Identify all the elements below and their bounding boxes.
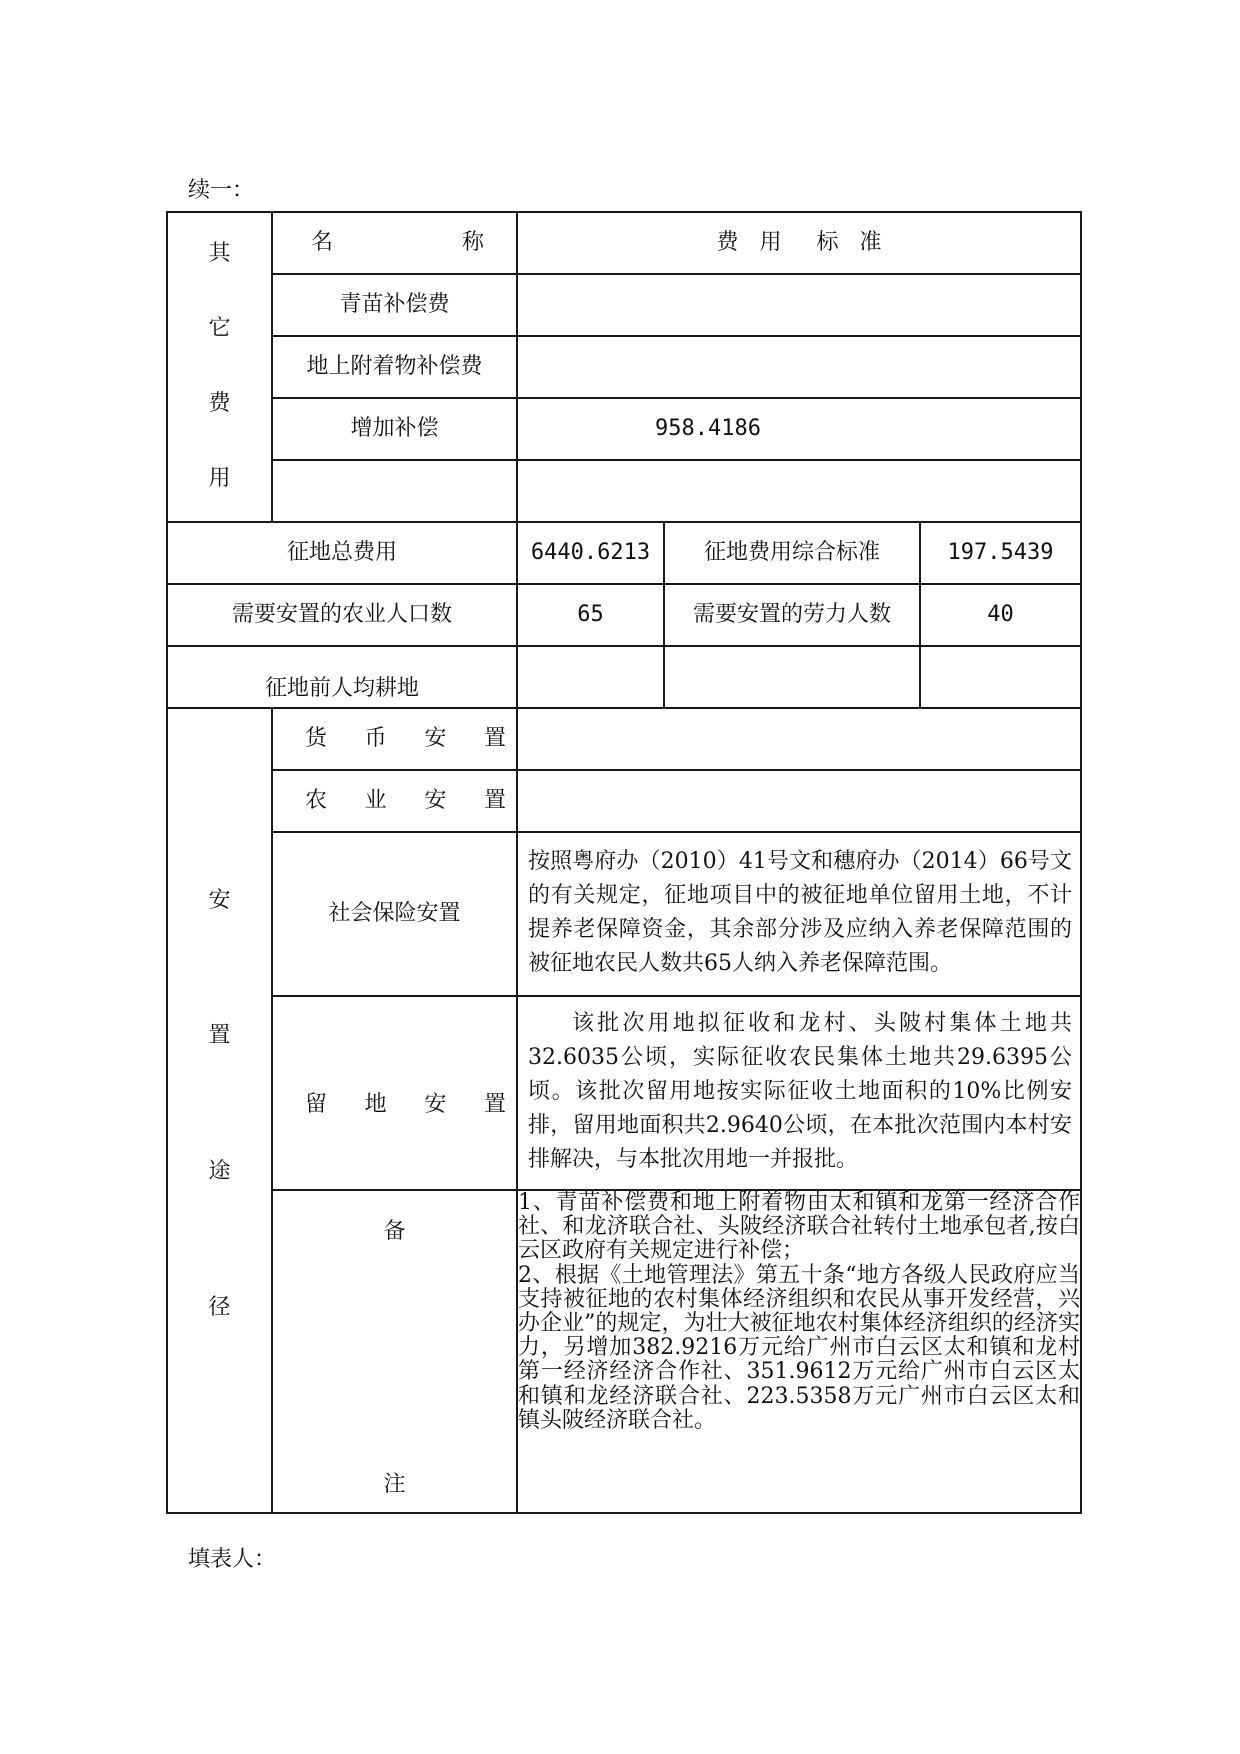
fee-row (167, 398, 1081, 460)
other-fees-section-label (167, 212, 272, 522)
label-char: 置 (483, 1091, 506, 1117)
column-header-standard (517, 212, 1081, 274)
fee-name: 青苗补偿费 (272, 274, 517, 336)
section-char: 用 (208, 466, 231, 492)
fee-standard (517, 336, 1081, 398)
remarks-row (167, 1190, 1081, 1513)
social-insurance-text: 按照粤府办（2010）41号文和穗府办（2014）66号文的有关规定，征地项目中的被征地单位留用土地，不计提养老保障资金，其余部分涉及应纳入养老保障范围的被征地农民人数共65人纳入养老保障范围。 (528, 849, 1073, 976)
column-header-name (272, 212, 517, 274)
remarks-line-2: 2、根据《土地管理法》第五十条“地方各级人民政府应当支持被征地的农村集体经济组织和农民从事开发经营，兴办企业”的规定，为壮大被征地农村集体经济组织的经济实力，另增加382.9216万元给广州市白云区太和镇和龙村第一经济经济合作社、351.9612万元给广州市白云区太和镇和龙经济联合社、223.5358万元广州市白云区太和镇头陂经济联合社。 (518, 1262, 1081, 1433)
total-fee-label: 征地总费用 (167, 522, 517, 584)
composite-standard-value: 197.5439 (920, 522, 1081, 584)
composite-standard-label: 征地费用综合标准 (664, 522, 920, 584)
section-char: 费 (208, 391, 231, 417)
agri-population-value: 65 (517, 584, 664, 646)
section-char: 径 (208, 1295, 231, 1321)
section-char: 它 (208, 316, 231, 342)
agricultural-resettlement-value (517, 770, 1081, 832)
section-char: 其 (208, 241, 231, 267)
resettlement-section-label (167, 708, 272, 1513)
section-char: 安 (208, 887, 231, 913)
farmland-extra-value (920, 646, 1081, 708)
fee-standard: 958.4186 (517, 398, 1081, 460)
total-fee-row (167, 522, 1081, 584)
continuation-caption: 续一： (188, 178, 255, 203)
label-char: 农 (305, 787, 328, 813)
header-char: 准 (859, 229, 882, 255)
agricultural-resettlement-row (167, 770, 1081, 832)
section-char: 备 (383, 1219, 406, 1244)
fee-row (167, 274, 1081, 336)
section-char: 途 (208, 1159, 231, 1185)
header-char: 名 (311, 229, 334, 255)
fee-name: 增加补偿 (272, 398, 517, 460)
remarks-section-label (272, 1190, 517, 1513)
reserved-land-label (272, 996, 517, 1190)
labor-count-value: 40 (920, 584, 1081, 646)
header-char: 费 (716, 229, 739, 255)
fee-name (272, 460, 517, 522)
labor-count-label: 需要安置的劳力人数 (664, 584, 920, 646)
label-char: 币 (364, 725, 387, 751)
social-insurance-text-cell (517, 832, 1081, 996)
other-fees-header-row (167, 212, 1081, 274)
farmland-row (167, 646, 1081, 708)
agri-population-label: 需要安置的农业人口数 (167, 584, 517, 646)
monetary-resettlement-row (167, 708, 1081, 770)
total-fee-value: 6440.6213 (517, 522, 664, 584)
remarks-content (517, 1190, 1081, 1513)
label-char: 安 (424, 787, 447, 813)
monetary-resettlement-value (517, 708, 1081, 770)
header-char: 用 (759, 229, 782, 255)
monetary-resettlement-label (272, 708, 517, 770)
farmland-extra-label (664, 646, 920, 708)
population-row (167, 584, 1081, 646)
label-char: 置 (483, 725, 506, 751)
social-insurance-label: 社会保险安置 (272, 832, 517, 996)
remarks-line-1: 1、青苗补偿费和地上附着物由太和镇和龙第一经济合作社、和龙济联合社、头陂经济联合社转付土地承包者,按白云区政府有关规定进行补偿； (518, 1190, 1081, 1264)
label-char: 安 (424, 725, 447, 751)
fee-row (167, 336, 1081, 398)
reserved-land-row (167, 996, 1081, 1190)
label-char: 安 (424, 1091, 447, 1117)
agricultural-resettlement-label (272, 770, 517, 832)
label-char: 地 (364, 1091, 387, 1117)
fee-row-empty (167, 460, 1081, 522)
label-char: 业 (364, 787, 387, 813)
label-char: 置 (483, 787, 506, 813)
header-char: 称 (461, 229, 484, 255)
fee-standard (517, 460, 1081, 522)
reserved-land-text-cell (517, 996, 1081, 1190)
label-char: 货 (305, 725, 328, 751)
farmland-per-capita-value (517, 646, 664, 708)
land-acquisition-form-table (166, 211, 1082, 1514)
section-char: 置 (208, 1023, 231, 1049)
reserved-land-text: 该批次用地拟征收和龙村、头陂村集体土地共32.6035公顷，实际征收农民集体土地共29.6395公顷。该批次留用地按实际征收土地面积的10%比例安排，留用地面积共2.9640公顷，在本批次范围内本村安排解决，与本批次用地一并报批。 (528, 1011, 1073, 1172)
farmland-per-capita-label: 征地前人均耕地 (167, 646, 517, 708)
section-char: 注 (383, 1471, 406, 1497)
fee-standard (517, 274, 1081, 336)
header-char: 标 (816, 229, 839, 255)
label-char: 留 (305, 1091, 328, 1117)
form-filler-caption: 填表人： (188, 1547, 277, 1572)
social-insurance-row (167, 832, 1081, 996)
fee-name: 地上附着物补偿费 (272, 336, 517, 398)
